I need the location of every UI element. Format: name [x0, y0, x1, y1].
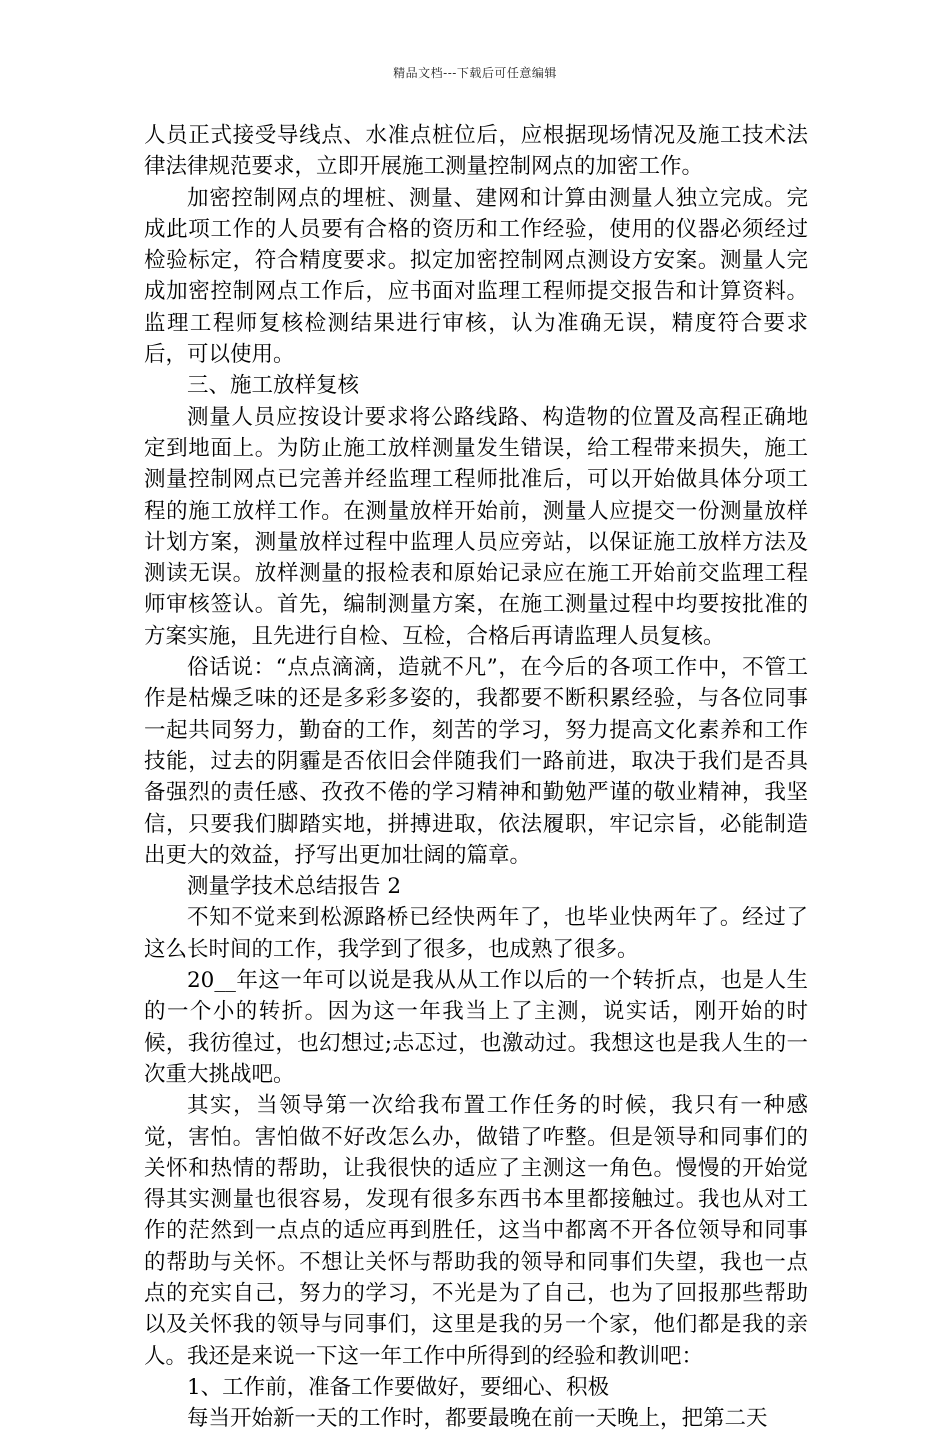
paragraph: 加密控制网点的埋桩、测量、建网和计算由测量人独立完成。完成此项工作的人员要有合格的资历和工作经验，使用的仪器必须经过检验标定，符合精度要求。拟定加密控制网点测设方安案。测量人完成加密控制网点工作后，应书面对监理工程师提交报告和计算资料。监理工程师复核检测结果进行审核，认为准确无误，精度符合要求后，可以使用。: [144, 185, 808, 368]
paragraph: 俗话说：“点点滴滴，造就不凡”，在今后的各项工作中，不管工作是枯燥乏味的还是多彩多姿的，我都要不断积累经验，与各位同事一起共同努力，勤奋的工作，刻苦的学习，努力提高文化素养和工作技能，过去的阴霾是否依旧会伴随我们一路前进，取决于我们是否具备强烈的责任感、孜孜不倦的学习精神和勤勉严谨的敬业精神，我坚信，只要我们脚踏实地，拼搏进取，依法履职，牢记宗旨，必能制造出更大的效益，抒写出更加壮阔的篇章。: [144, 655, 808, 868]
paragraph: 不知不觉来到松源路桥已经快两年了，也毕业快两年了。经过了这么长时间的工作，我学到了很多，也成熟了很多。: [144, 905, 808, 962]
paragraph: 测量人员应按设计要求将公路线路、构造物的位置及高程正确地定到地面上。为防止施工放样测量发生错误，给工程带来损失，施工测量控制网点已完善并经监理工程师批准后，可以开始做具体分项工程的施工放样工作。在测量放样开始前，测量人应提交一份测量放样计划方案，测量放样过程中监理人员应旁站，以保证施工放样方法及测读无误。放样测量的报检表和原始记录应在施工开始前交监理工程师审核签认。首先，编制测量方案，在施工测量过程中均要按批准的方案实施，且先进行自检、互检，合格后再请监理人员复核。: [144, 404, 808, 649]
page-header: 精品文档---下载后可任意编辑: [393, 66, 557, 80]
paragraph: 其实，当领导第一次给我布置工作任务的时候，我只有一种感觉，害怕。害怕做不好改怎么办，做错了咋整。但是领导和同事们的关怀和热情的帮助，让我很快的适应了主测这一角色。慢慢的开始觉得其实测量也很容易，发现有很多东西书本里都接触过。我也从对工作的茫然到一点点的适应再到胜任，这当中都离不开各位领导和同事的帮助与关怀。不想让关怀与帮助我的领导和同事们失望，我也一点点的充实自己，努力的学习，不光是为了自己，也为了回报那些帮助以及关怀我的领导与同事们，这里是我的另一个家，他们都是我的亲人。我还是来说一下这一年工作中所得到的经验和教训吧：: [144, 1093, 808, 1369]
document-body: [144, 120, 808, 1434]
report-title: 测量学技术总结报告 2: [187, 874, 402, 900]
list-item-heading: 1、工作前，准备工作要做好，要细心、积极: [187, 1374, 610, 1400]
paragraph: 人员正式接受导线点、水准点桩位后，应根据现场情况及施工技术法律法律规范要求，立即开展施工测量控制网点的加密工作。: [144, 123, 808, 180]
paragraph: 20__年这一年可以说是我从从工作以后的一个转折点，也是人生的一个小的转折。因为这一年我当上了主测，说实话，刚开始的时候，我彷徨过，也幻想过;忐忑过，也激动过。我想这也是我人生的一次重大挑战吧。: [144, 968, 808, 1087]
paragraph: 每当开始新一天的工作时，都要最晚在前一天晚上，把第二天: [187, 1406, 768, 1432]
section-heading: 三、施工放样复核: [187, 373, 360, 399]
